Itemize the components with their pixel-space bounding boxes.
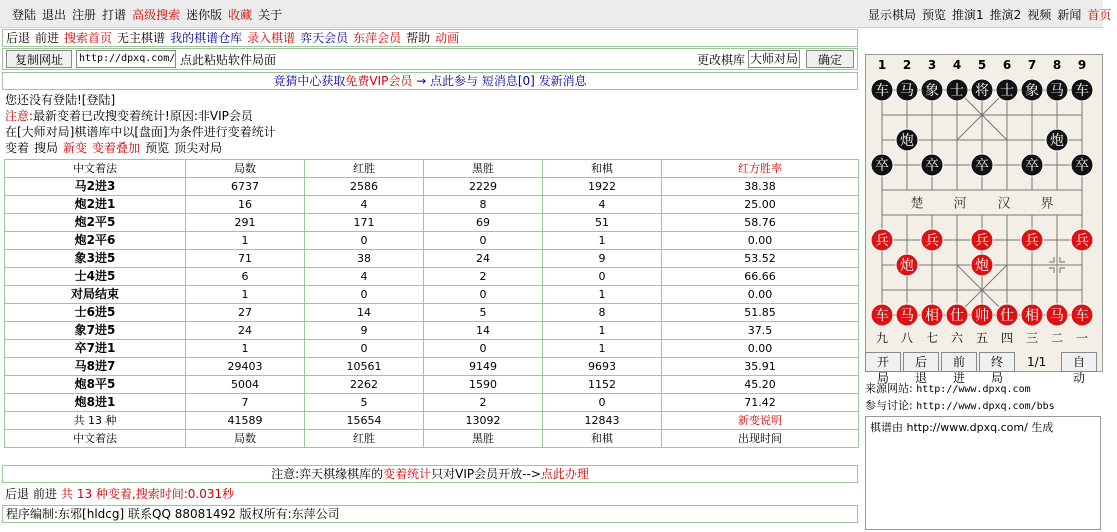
nav-link[interactable]: 搜索首页 — [64, 31, 113, 45]
table-row[interactable] — [5, 214, 859, 232]
red-piece[interactable] — [971, 254, 993, 276]
move-cell: 马2进3 — [5, 178, 186, 196]
stat-cell[interactable]: 红方胜率 — [662, 160, 859, 178]
stat-cell: 14 — [424, 322, 543, 340]
piece-label: 炮 — [900, 258, 914, 274]
promo-banner — [2, 72, 858, 90]
info-block — [2, 92, 858, 158]
stat-cell: 8 — [543, 304, 662, 322]
top-menu-item[interactable]: 关于 — [258, 8, 283, 22]
piece-label: 帅 — [975, 308, 989, 324]
stat-cell: 1922 — [543, 178, 662, 196]
stat-cell[interactable]: 新变说明 — [662, 412, 859, 430]
stat-cell: 黑胜 — [424, 160, 543, 178]
vip-notice — [2, 465, 858, 483]
red-piece[interactable] — [971, 229, 993, 251]
table-row[interactable] — [5, 268, 859, 286]
stat-cell: 1 — [186, 232, 305, 250]
source-label: 来源网站: — [865, 382, 913, 395]
file-number-top: 9 — [1077, 58, 1087, 72]
move-cell: 炮2平5 — [5, 214, 186, 232]
credits: 程序编制:东邪[hldcg] 联系QQ 88081492 版权所有:东萍公司 — [2, 505, 858, 523]
action-links — [5, 140, 858, 156]
table-total-row — [5, 412, 859, 430]
file-number-bottom: 七 — [925, 331, 939, 345]
piece-label: 卒 — [875, 158, 889, 174]
action-link[interactable]: 搜局 — [34, 141, 59, 155]
table-row[interactable] — [5, 340, 859, 358]
stat-cell: 38 — [305, 250, 424, 268]
stat-cell: 35.91 — [662, 358, 859, 376]
stat-cell: 和棋 — [543, 430, 662, 448]
move-cell: 象7进5 — [5, 322, 186, 340]
stat-cell: 0 — [305, 232, 424, 250]
stat-cell: 27 — [186, 304, 305, 322]
red-piece[interactable] — [1071, 229, 1093, 251]
stat-cell: 51.85 — [662, 304, 859, 322]
action-link[interactable]: 预览 — [145, 141, 170, 155]
red-piece[interactable] — [921, 304, 943, 326]
piece-label: 车 — [875, 83, 889, 99]
top-menu-item[interactable]: 首页 — [1087, 8, 1112, 22]
stat-cell: 2262 — [305, 376, 424, 394]
stat-cell: 171 — [305, 214, 424, 232]
stat-cell: 4 — [543, 196, 662, 214]
stat-cell: 1 — [186, 340, 305, 358]
action-link[interactable]: 顶尖对局 — [174, 141, 223, 155]
paste-position-link[interactable]: 点此粘贴软件局面 — [180, 53, 277, 67]
stat-cell: 58.76 — [662, 214, 859, 232]
piece-label: 兵 — [975, 233, 989, 249]
black-piece[interactable] — [896, 129, 918, 151]
stat-cell: 24 — [424, 250, 543, 268]
red-piece[interactable] — [1021, 304, 1043, 326]
stat-cell: 2229 — [424, 178, 543, 196]
stat-cell: 0.00 — [662, 232, 859, 250]
piece-label: 相 — [925, 308, 939, 324]
move-cell: 炮2平6 — [5, 232, 186, 250]
search-results-pane — [2, 28, 858, 532]
stat-cell: 1 — [543, 340, 662, 358]
nav-link[interactable]: 东萍会员 — [353, 31, 402, 45]
stat-cell: 0 — [424, 340, 543, 358]
red-piece[interactable] — [1046, 304, 1068, 326]
apply-vip-link[interactable]: 点此办理 — [540, 467, 589, 481]
piece-label: 卒 — [975, 158, 989, 174]
piece-label: 卒 — [925, 158, 939, 174]
stat-cell: 0 — [543, 268, 662, 286]
red-piece[interactable] — [921, 229, 943, 251]
stat-cell: 黑胜 — [424, 430, 543, 448]
stat-cell: 9149 — [424, 358, 543, 376]
notice-prefix: 注意: — [5, 109, 34, 123]
black-piece[interactable] — [921, 154, 943, 176]
black-piece[interactable] — [996, 79, 1018, 101]
piece-label: 士 — [950, 83, 964, 99]
file-number-top: 1 — [877, 58, 887, 72]
stat-cell: 24 — [186, 322, 305, 340]
file-number-bottom: 二 — [1050, 331, 1064, 345]
stat-cell: 局数 — [186, 430, 305, 448]
stat-cell: 局数 — [186, 160, 305, 178]
nav-link[interactable]: 无主棋谱 — [117, 31, 166, 45]
stat-cell: 1 — [186, 286, 305, 304]
board-viewer-pane — [863, 28, 1103, 532]
start-button[interactable]: 开局 — [865, 352, 901, 372]
stat-cell: 5 — [424, 304, 543, 322]
piece-label: 马 — [1050, 83, 1064, 99]
top-menu-item[interactable]: 推演2 — [989, 8, 1022, 22]
file-number-bottom: 一 — [1075, 331, 1089, 345]
footer-back-link[interactable]: 后退 — [5, 487, 30, 501]
black-piece[interactable] — [1071, 79, 1093, 101]
discussion-label: 参与讨论: — [865, 399, 913, 412]
db-condition-line: 在[大师对局]棋谱库中以[盘面]为条件进行变着统计 — [5, 125, 276, 139]
source-url[interactable]: http://www.dpxq.com — [916, 384, 1031, 395]
black-piece[interactable] — [971, 79, 993, 101]
table-row[interactable] — [5, 322, 859, 340]
piece-label: 士 — [1000, 83, 1014, 99]
footer-nav — [2, 486, 858, 502]
file-number-bottom: 六 — [950, 331, 964, 345]
stat-cell: 45.20 — [662, 376, 859, 394]
top-menu-item[interactable]: 打谱 — [102, 8, 127, 22]
piece-label: 将 — [975, 83, 989, 99]
top-menu-item[interactable]: 高级搜索 — [132, 8, 181, 22]
stat-cell: 2 — [424, 268, 543, 286]
piece-label: 兵 — [875, 233, 889, 249]
piece-label: 兵 — [1025, 233, 1039, 249]
stat-cell: 1 — [543, 286, 662, 304]
river-text: 汉 — [997, 196, 1011, 212]
piece-label: 卒 — [1025, 158, 1039, 174]
file-number-bottom: 三 — [1025, 331, 1039, 345]
vip-notice-text-2: 只对VIP会员开放--> — [431, 467, 541, 481]
piece-label: 车 — [1075, 83, 1089, 99]
red-piece[interactable] — [896, 304, 918, 326]
stat-cell: 0.00 — [662, 340, 859, 358]
piece-label: 马 — [900, 83, 914, 99]
stat-cell: 291 — [186, 214, 305, 232]
red-piece[interactable] — [871, 229, 893, 251]
stat-cell: 1590 — [424, 376, 543, 394]
top-menu-item[interactable]: 登陆 — [12, 8, 37, 22]
file-number-top: 2 — [902, 58, 912, 72]
file-number-top: 3 — [927, 58, 937, 72]
stat-cell: 0 — [543, 394, 662, 412]
stat-cell: 0.00 — [662, 286, 859, 304]
top-menu-item[interactable]: 预览 — [922, 8, 947, 22]
stat-cell: 2586 — [305, 178, 424, 196]
move-cell: 炮8平5 — [5, 376, 186, 394]
move-cell: 士6进5 — [5, 304, 186, 322]
piece-label: 马 — [900, 308, 914, 324]
nav-link[interactable]: 动画 — [435, 31, 460, 45]
red-piece[interactable] — [996, 304, 1018, 326]
url-bar — [2, 48, 858, 70]
stat-cell: 1 — [543, 322, 662, 340]
table-row[interactable] — [5, 394, 859, 412]
piece-label: 卒 — [1075, 158, 1089, 174]
stat-cell: 71.42 — [662, 394, 859, 412]
move-cell: 卒7进1 — [5, 340, 186, 358]
move-cell: 炮8进1 — [5, 394, 186, 412]
piece-label: 炮 — [1050, 133, 1064, 149]
nav-link[interactable]: 帮助 — [406, 31, 431, 45]
stat-cell: 0 — [305, 340, 424, 358]
top-menu-item[interactable]: 显示棋局 — [868, 8, 917, 22]
red-piece[interactable] — [896, 254, 918, 276]
stat-cell: 4 — [305, 196, 424, 214]
discussion-site — [865, 397, 1055, 413]
nav-bar — [2, 29, 858, 47]
stat-cell: 5 — [305, 394, 424, 412]
river-text: 界 — [1040, 196, 1054, 212]
piece-label: 仕 — [1000, 308, 1014, 324]
stat-cell: 53.52 — [662, 250, 859, 268]
stat-cell: 2 — [424, 394, 543, 412]
stat-cell: 38.38 — [662, 178, 859, 196]
table-row[interactable] — [5, 178, 859, 196]
notice-text: 最新变着已改搜变着统计!原因:非VIP会员 — [33, 109, 253, 123]
red-piece[interactable] — [946, 304, 968, 326]
stat-cell: 13092 — [424, 412, 543, 430]
action-link[interactable]: 变着叠加 — [92, 141, 141, 155]
move-cell: 炮2进1 — [5, 196, 186, 214]
xiangqi-board-frame — [865, 54, 1103, 372]
vip-notice-text: 注意:弈天棋缘棋库的 — [271, 467, 384, 481]
nav-link[interactable]: 我的棋谱仓库 — [170, 31, 243, 45]
stat-cell: 0 — [424, 286, 543, 304]
generated-by-box: 棋谱由 http://www.dpxq.com/ 生成 — [865, 416, 1101, 530]
variation-stats-link[interactable]: 变着统计 — [383, 467, 432, 481]
top-menu-item[interactable]: 视频 — [1027, 8, 1052, 22]
move-cell: 对局结束 — [5, 286, 186, 304]
file-number-top: 8 — [1052, 58, 1062, 72]
stat-cell: 37.5 — [662, 322, 859, 340]
nav-link[interactable]: 弈天会员 — [300, 31, 349, 45]
stat-cell: 4 — [305, 268, 424, 286]
stat-cell: 1152 — [543, 376, 662, 394]
move-counter: 1/1 — [1027, 355, 1047, 369]
top-menu-item[interactable]: 迷你版 — [186, 8, 223, 22]
top-menu-item[interactable]: 推演1 — [952, 8, 984, 22]
url-field[interactable]: http://dpxq.com/ — [76, 50, 176, 68]
black-piece[interactable] — [946, 79, 968, 101]
piece-label: 象 — [1025, 83, 1039, 99]
red-piece[interactable] — [1071, 304, 1093, 326]
change-db-label: 更改棋库 — [697, 53, 746, 67]
move-cell: 士4进5 — [5, 268, 186, 286]
black-piece[interactable] — [896, 79, 918, 101]
table-row[interactable] — [5, 286, 859, 304]
piece-label: 车 — [1075, 308, 1089, 324]
stat-cell: 红胜 — [305, 160, 424, 178]
black-piece[interactable] — [871, 154, 893, 176]
black-piece[interactable] — [871, 79, 893, 101]
red-piece[interactable] — [1021, 229, 1043, 251]
action-link[interactable]: 变着 — [5, 141, 30, 155]
notice-line — [5, 108, 858, 124]
piece-label: 炮 — [900, 133, 914, 149]
stat-cell: 6 — [186, 268, 305, 286]
black-piece[interactable] — [1046, 79, 1068, 101]
file-number-bottom: 八 — [900, 331, 914, 345]
piece-label: 马 — [1050, 308, 1064, 324]
confirm-button[interactable]: 确定 — [806, 50, 854, 68]
piece-label: 兵 — [925, 233, 939, 249]
river-text: 楚 — [910, 196, 924, 212]
stat-cell: 69 — [424, 214, 543, 232]
black-piece[interactable] — [921, 79, 943, 101]
file-number-top: 5 — [977, 58, 987, 72]
footer-forward-link[interactable]: 前进 — [33, 487, 58, 501]
nav-link[interactable]: 后退 — [6, 31, 31, 45]
file-number-bottom: 五 — [975, 331, 989, 345]
stat-cell: 9 — [543, 250, 662, 268]
stat-cell: 1 — [543, 232, 662, 250]
piece-label: 相 — [1025, 308, 1039, 324]
forward-button[interactable]: 前进 — [941, 352, 977, 372]
black-piece[interactable] — [1021, 79, 1043, 101]
table-row[interactable] — [5, 232, 859, 250]
move-stats-table — [4, 159, 859, 448]
top-menu-item[interactable]: 退出 — [42, 8, 67, 22]
river-text: 河 — [953, 196, 967, 212]
red-piece[interactable] — [871, 304, 893, 326]
stat-cell: 14 — [305, 304, 424, 322]
top-menu-item[interactable]: 注册 — [72, 8, 97, 22]
stat-cell: 5004 — [186, 376, 305, 394]
back-button[interactable]: 后退 — [903, 352, 939, 372]
stat-cell: 9 — [305, 322, 424, 340]
red-piece[interactable] — [971, 304, 993, 326]
top-menu-left — [12, 6, 288, 23]
db-select[interactable]: 大师对局 — [749, 52, 798, 66]
top-menu-item[interactable]: 收藏 — [228, 8, 253, 22]
end-button[interactable]: 终局 — [979, 352, 1015, 372]
file-number-top: 6 — [1002, 58, 1012, 72]
table-header-row — [5, 160, 859, 178]
piece-label: 车 — [875, 308, 889, 324]
stat-cell: 51 — [543, 214, 662, 232]
top-menu-item[interactable]: 新闻 — [1057, 8, 1082, 22]
black-piece[interactable] — [1021, 154, 1043, 176]
promo-text: 竟猜中心获取 — [273, 74, 346, 88]
table-footer-header-row — [5, 430, 859, 448]
stat-cell: 0 — [305, 286, 424, 304]
piece-label: 兵 — [1075, 233, 1089, 249]
stat-cell: 8 — [424, 196, 543, 214]
stat-cell: 6737 — [186, 178, 305, 196]
piece-label: 象 — [925, 83, 939, 99]
file-number-bottom: 四 — [1000, 331, 1014, 345]
black-piece[interactable] — [1046, 129, 1068, 151]
xiangqi-board[interactable] — [866, 55, 1102, 349]
stat-cell: 25.00 — [662, 196, 859, 214]
move-cell: 中文着法 — [5, 430, 186, 448]
copy-url-button[interactable]: 复制网址 — [6, 50, 72, 68]
action-link[interactable]: 新变 — [63, 141, 88, 155]
stat-cell: 10561 — [305, 358, 424, 376]
top-menu-bar — [0, 0, 1112, 28]
search-summary: 共 13 种变着,搜索时间:0.031秒 — [61, 487, 235, 501]
promo-links[interactable]: → 点此参与 短消息[0] 发新消息 — [412, 74, 587, 88]
table-row[interactable] — [5, 358, 859, 376]
auto-play-button[interactable]: 自动 — [1061, 352, 1097, 372]
stat-cell: 41589 — [186, 412, 305, 430]
table-row[interactable] — [5, 376, 859, 394]
stat-cell: 12843 — [543, 412, 662, 430]
stat-cell: 71 — [186, 250, 305, 268]
stat-cell: 15654 — [305, 412, 424, 430]
file-number-bottom: 九 — [875, 331, 889, 345]
table-row[interactable] — [5, 304, 859, 322]
move-cell: 马8进7 — [5, 358, 186, 376]
move-cell: 中文着法 — [5, 160, 186, 178]
piece-label: 炮 — [975, 258, 989, 274]
stat-cell: 9693 — [543, 358, 662, 376]
stat-cell: 29403 — [186, 358, 305, 376]
nav-link[interactable]: 录入棋谱 — [247, 31, 296, 45]
stat-cell: 出现时间 — [662, 430, 859, 448]
stat-cell: 0 — [424, 232, 543, 250]
stat-cell: 和棋 — [543, 160, 662, 178]
table-row[interactable] — [5, 250, 859, 268]
top-menu-right — [868, 6, 1117, 23]
move-cell: 象3进5 — [5, 250, 186, 268]
table-row[interactable] — [5, 196, 859, 214]
piece-label: 仕 — [950, 308, 964, 324]
stat-cell: 红胜 — [305, 430, 424, 448]
file-number-top: 4 — [952, 58, 962, 72]
stat-cell: 7 — [186, 394, 305, 412]
free-vip-link[interactable]: 免费VIP会员 — [345, 74, 413, 88]
move-cell: 共 13 种 — [5, 412, 186, 430]
stat-cell: 66.66 — [662, 268, 859, 286]
stat-cell: 16 — [186, 196, 305, 214]
black-piece[interactable] — [1071, 154, 1093, 176]
black-piece[interactable] — [971, 154, 993, 176]
discussion-url[interactable]: http://www.dpxq.com/bbs — [916, 401, 1055, 412]
login-status[interactable]: 您还没有登陆![登陆] — [5, 93, 116, 107]
file-number-top: 7 — [1027, 58, 1037, 72]
source-site — [865, 380, 1031, 396]
nav-link[interactable]: 前进 — [35, 31, 60, 45]
